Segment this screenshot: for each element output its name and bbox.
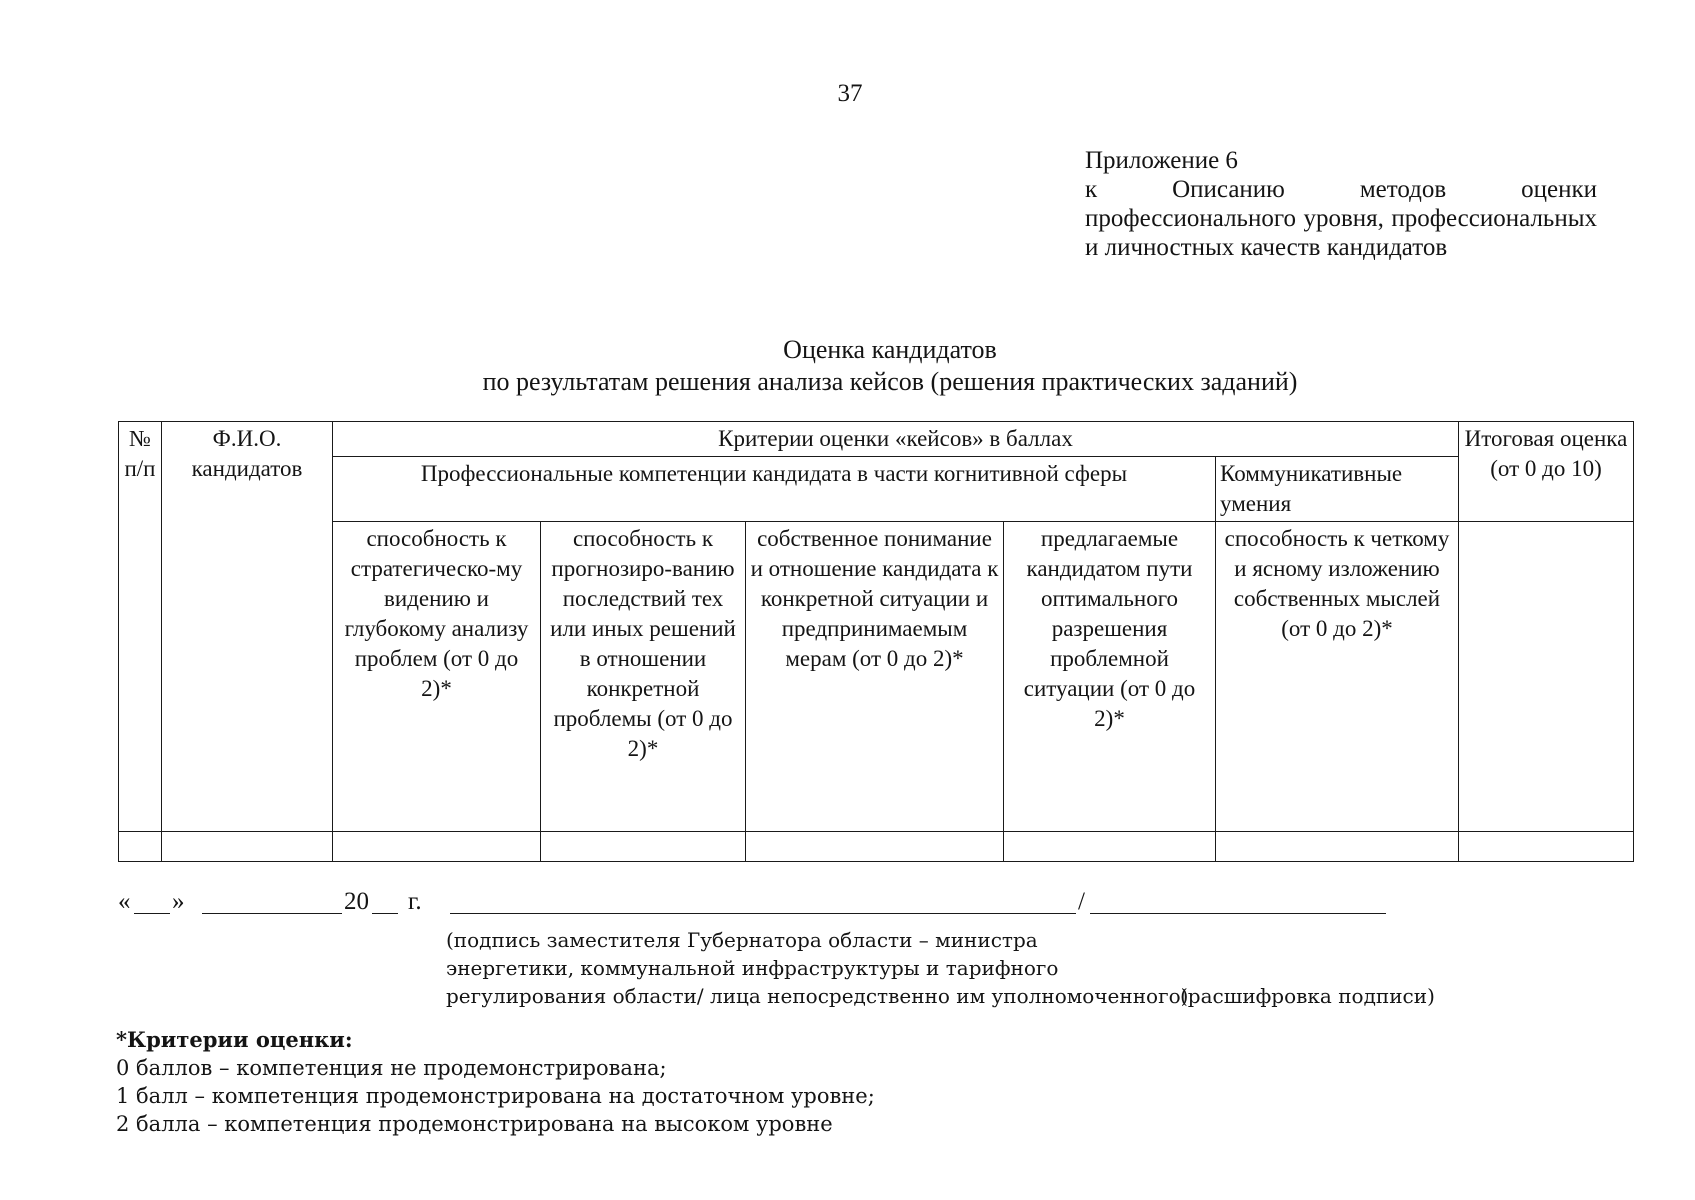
header-criteria: Критерии оценки «кейсов» в баллах	[333, 422, 1459, 457]
year-blank	[372, 912, 398, 914]
caption-line-1: (подпись заместителя Губернатора области – министра	[446, 928, 1038, 952]
list-item: 2 балла – компетенция продемонстрирована на высоком уровне	[116, 1112, 833, 1136]
signature-row	[118, 888, 1418, 928]
open-quote: «	[118, 888, 131, 915]
decode-blank	[1090, 912, 1386, 914]
title-line-1: Оценка кандидатов	[783, 335, 997, 364]
table-row	[119, 832, 1634, 862]
criterion-forecasting: способность к прогнозиро-ванию последствий тех или иных решений в отношении конкретной проблемы (от 0 до 2)*	[541, 522, 746, 832]
appendix-title: Приложение 6	[1085, 147, 1238, 174]
footnote	[116, 1026, 875, 1138]
header-total-score: Итоговая оценка (от 0 до 10)	[1459, 422, 1634, 522]
criterion-strategic-vision: способность к стратегическо-му видению и глубокому анализу проблем (от 0 до 2)*	[333, 522, 541, 832]
page-number: 37	[837, 80, 863, 107]
decode-caption: (расшифровка подписи)	[1180, 984, 1435, 1008]
document-title	[440, 334, 1340, 398]
criterion-own-understanding: собственное понимание и отношение кандидата к конкретной ситуации и предпринимаемым мерам (от 0 до 2)*	[746, 522, 1004, 832]
slash: /	[1078, 888, 1085, 915]
title-line-2: по результатам решения анализа кейсов (решения практических заданий)	[482, 367, 1298, 396]
appendix-reference: к Описанию методов оценки профессионального уровня, профессиональных и личностных качеств кандидатов	[1085, 176, 1597, 261]
cell-empty	[333, 832, 541, 862]
cell-empty	[1216, 832, 1459, 862]
cell-empty	[746, 832, 1004, 862]
day-blank	[134, 912, 170, 914]
cell-empty	[119, 832, 162, 862]
cell-empty	[1459, 832, 1634, 862]
caption-line-3: регулирования области/ лица непосредственно им уполномоченного)	[446, 984, 1189, 1008]
criterion-optimal-solution: предлагаемые кандидатом пути оптимального разрешения проблемной ситуации (от 0 до 2)*	[1004, 522, 1216, 832]
list-item: 1 балл – компетенция продемонстрирована на достаточном уровне;	[116, 1084, 875, 1108]
header-row-number: № п/п	[119, 422, 162, 832]
cell-empty	[541, 832, 746, 862]
signature-caption	[446, 926, 1206, 1010]
header-professional-competencies: Профессиональные компетенции кандидата в части когнитивной сферы	[333, 457, 1216, 522]
appendix-note	[1085, 146, 1597, 262]
total-score-empty	[1459, 522, 1634, 832]
footnote-heading: *Критерии оценки:	[116, 1027, 353, 1052]
year-suffix: г.	[408, 888, 422, 915]
month-blank	[202, 912, 342, 914]
list-item: 0 баллов – компетенция не продемонстрирована;	[116, 1056, 667, 1080]
assessment-table	[118, 421, 1634, 862]
criterion-clear-expression: способность к четкому и ясному изложению собственных мыслей (от 0 до 2)*	[1216, 522, 1459, 832]
header-communication-skills: Коммуникативные умения	[1216, 457, 1459, 522]
header-candidate-name: Ф.И.О. кандидатов	[162, 422, 333, 832]
year-prefix: 20	[344, 888, 369, 915]
close-quote: »	[172, 888, 185, 915]
caption-line-2: энергетики, коммунальной инфраструктуры и тарифного	[446, 956, 1059, 980]
cell-empty	[1004, 832, 1216, 862]
signature-blank	[450, 912, 1076, 914]
cell-empty	[162, 832, 333, 862]
